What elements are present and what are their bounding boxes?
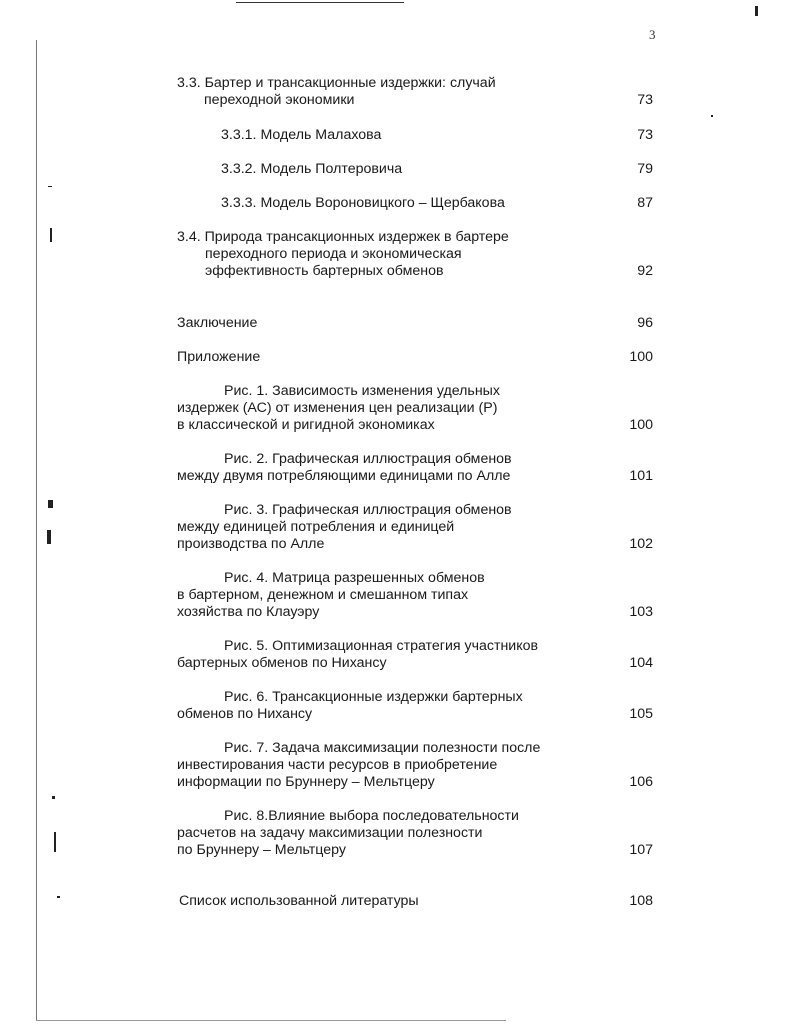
- toc-entry-line: Заключение: [177, 315, 258, 331]
- toc-entry-line: переходного периода и экономическая: [205, 246, 462, 262]
- toc-entry-figure-6: [177, 689, 523, 723]
- toc-entry-appendix: [177, 349, 260, 366]
- left-margin-rule: [36, 40, 37, 1020]
- toc-entry-line: издержек (АС) от изменения цен реализации (Р): [177, 400, 498, 416]
- toc-entry-conclusion: [177, 315, 257, 332]
- toc-entry-line: 3.3.2. Модель Полтеровича: [221, 161, 403, 177]
- toc-entry-line: Рис. 1. Зависимость изменения удельных: [224, 383, 500, 399]
- toc-entry-figure-7: [177, 740, 540, 791]
- toc-entry-figure-4: [177, 570, 485, 621]
- scan-speck: [50, 228, 52, 242]
- toc-entry-line: бартерных обменов по Нихансу: [177, 655, 387, 671]
- scan-speck: [57, 896, 60, 898]
- toc-entry-figure-5: [177, 638, 538, 672]
- toc-entry-line: эффективность бартерных обменов: [205, 263, 444, 279]
- scan-speck: [47, 530, 51, 544]
- toc-entry-line: по Бруннеру – Мельтцеру: [177, 842, 346, 858]
- toc-entry-figure-8: [177, 808, 519, 859]
- toc-entry-3-4: [177, 229, 509, 280]
- scan-speck: [48, 186, 52, 187]
- toc-entry-line: производства по Алле: [177, 536, 325, 552]
- bottom-rule: [36, 1020, 506, 1021]
- toc-page-number: 87: [637, 195, 653, 211]
- toc-page-number: 107: [629, 842, 653, 858]
- toc-entry-line: хозяйства по Клауэру: [177, 604, 320, 620]
- toc-entry-line: Рис. 2. Графическая иллюстрация обменов: [224, 451, 512, 467]
- toc-entry-line: переходной экономики: [204, 92, 355, 108]
- toc-entry-line: Рис. 6. Трансакционные издержки бартерных: [224, 689, 523, 705]
- toc-entry-line: Рис. 7. Задача максимизации полезности после: [224, 740, 541, 756]
- top-rule: [236, 2, 404, 3]
- toc-entry-line: обменов по Нихансу: [177, 706, 313, 722]
- toc-page-number: 79: [637, 161, 653, 177]
- toc-entry-line: Рис. 4. Матрица разрешенных обменов: [224, 570, 485, 586]
- toc-entry-line: инвестирования части ресурсов в приобретение: [177, 757, 498, 773]
- toc-entry-line: 3.3. Бартер и трансакционные издержки: случай: [177, 75, 496, 91]
- toc-entry-figure-2: [177, 451, 512, 485]
- toc-entry-line: между двумя потребляющими единицами по Алле: [177, 468, 511, 484]
- toc-page-number: 101: [629, 468, 653, 484]
- toc-entry-line: расчетов на задачу максимизации полезности: [177, 825, 483, 841]
- toc-entry-bibliography: [179, 893, 419, 910]
- toc-entry-line: Рис. 5. Оптимизационная стратегия участников: [224, 638, 539, 654]
- toc-entry-line: между единицей потребления и единицей: [177, 519, 455, 535]
- toc-entry-line: в классической и ригидной экономиках: [177, 417, 435, 433]
- toc-entry-line: Список использованной литературы: [179, 893, 419, 909]
- toc-entry-figure-1: [177, 383, 500, 434]
- toc-entry-line: в бартерном, денежном и смешанном типах: [177, 587, 469, 603]
- toc-page-number: 105: [629, 706, 653, 722]
- toc-entry-line: 3.3.1. Модель Малахова: [221, 127, 382, 143]
- toc-entry-3-3-1: [221, 127, 381, 144]
- scan-speck: [54, 832, 56, 852]
- toc-page-number: 102: [629, 536, 653, 552]
- toc-entry-line: 3.4. Природа трансакционных издержек в бартере: [177, 229, 509, 245]
- toc-entry-line: 3.3.3. Модель Вороновицкого – Щербакова: [221, 195, 505, 211]
- scan-speck: [48, 500, 53, 508]
- toc-entry-line: Приложение: [177, 349, 261, 365]
- toc-entry-line: информации по Бруннеру – Мельтцеру: [177, 774, 435, 790]
- scan-speck: [755, 6, 758, 16]
- toc-entry-figure-3: [177, 502, 512, 553]
- toc-page-number: 108: [629, 893, 653, 909]
- toc-entry-3-3-2: [221, 161, 402, 178]
- scan-speck: [52, 796, 55, 799]
- toc-entry-line: Рис. 3. Графическая иллюстрация обменов: [224, 502, 512, 518]
- toc-page-number: 92: [637, 263, 653, 279]
- toc-page-number: 104: [629, 655, 653, 671]
- toc-entry-3-3: [177, 75, 496, 109]
- toc-page-number: 106: [629, 774, 653, 790]
- scan-speck: [711, 115, 713, 117]
- toc-page-number: 73: [637, 127, 653, 143]
- page-number: 3: [649, 27, 656, 42]
- toc-page-number: 96: [637, 315, 653, 331]
- toc-entry-line: Рис. 8.Влияние выбора последовательности: [224, 808, 519, 824]
- toc-page-number: 103: [629, 604, 653, 620]
- toc-page-number: 100: [629, 417, 653, 433]
- toc-page-number: 100: [629, 349, 653, 365]
- toc-entry-3-3-3: [221, 195, 505, 212]
- toc-page-number: 73: [637, 92, 653, 108]
